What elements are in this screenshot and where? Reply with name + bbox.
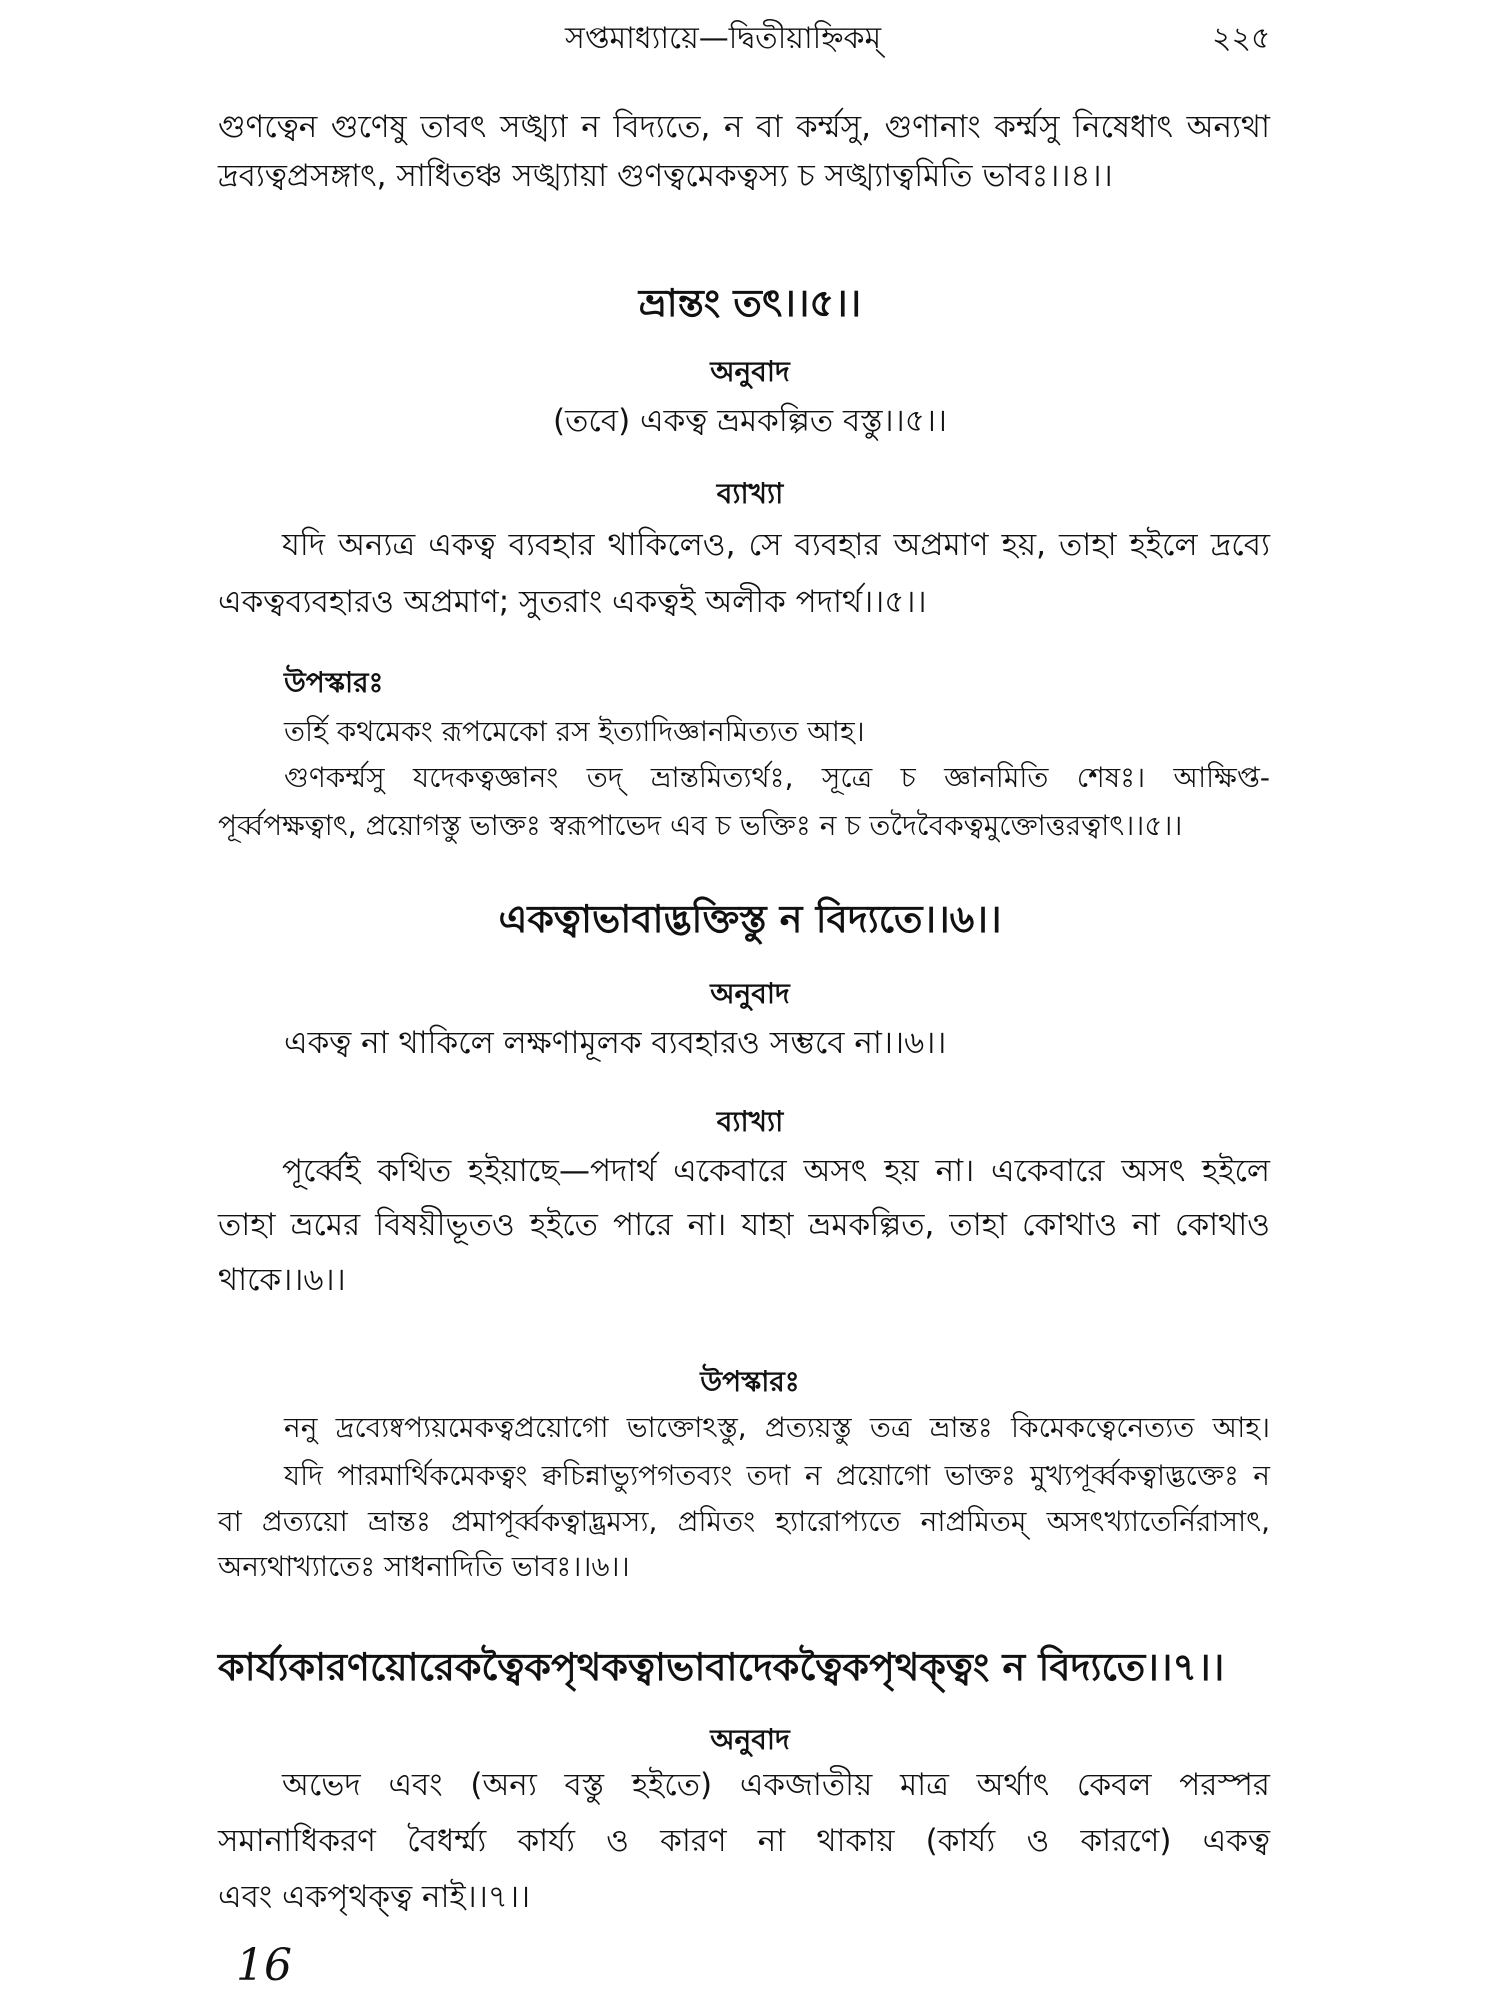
text-line: ননু দ্রব্যেষ্বপ্যয়মেকত্বপ্রয়োগো ভাক্তোঽস্তু, প্রত্যয়স্তু তত্র ভ্রান্তঃ কিমেকত্বেনেত্যত আহ। <box>284 1411 1270 1444</box>
text-line: গুণত্বেন গুণেষু তাবৎ সঙ্খ্যা ন বিদ্যতে, ন বা কর্ম্মসু, গুণানাং কর্ম্মসু নিষেধাৎ অন্যথা <box>218 109 1270 145</box>
running-title: সপ্তমাধ্যায়ে—দ্বিতীয়াহ্নিকম্ <box>565 21 882 56</box>
byakhya-label: ব্যাখ্যা <box>716 477 784 510</box>
text-line: অভেদ এবং (অন্য বস্তু হইতে) একজাতীয় মাত্র অর্থাৎ কেবল পরস্পর <box>282 1767 1270 1803</box>
anubad-label: অনুবাদ <box>710 355 790 388</box>
upaskar-label: উপস্কারঃ <box>284 666 384 699</box>
anubad-label: অনুবাদ <box>710 977 790 1010</box>
byakhya-label: ব্যাখ্যা <box>716 1105 784 1138</box>
text-line: যদি অন্যত্র একত্ব ব্যবহার থাকিলেও, সে ব্যবহার অপ্রমাণ হয়, তাহা হইলে দ্রব্যে <box>282 527 1270 563</box>
sutra-heading: ভ্রান্তং তৎ।।৫।। <box>638 281 862 325</box>
page-number: ২২৫ <box>1212 21 1271 56</box>
text-line: পূর্ব্বেই কথিত হইয়াছে—পদার্থ একেবারে অসৎ হয় না। একেবারে অসৎ হইলে <box>282 1153 1270 1189</box>
text-line: তাহা ভ্রমের বিষয়ীভূতও হইতে পারে না। যাহা ভ্রমকল্পিত, তাহা কোথাও না কোথাও <box>218 1207 1270 1243</box>
text-line: থাকে।।৬।। <box>218 1262 346 1298</box>
text-line: অন্যথাখ্যাতেঃ সাধনাদিতি ভাবঃ।।৬।। <box>218 1550 630 1583</box>
text-line: পূর্ব্বপক্ষত্বাৎ, প্রয়োগস্তু ভাক্তঃ স্বরূপাভেদ এব চ ভক্তিঃ ন চ তদৈবৈকত্বমুক্তোত্তরত্বাৎ।।৫।। <box>218 809 1183 842</box>
anubad-text: একত্ব না থাকিলে লক্ষণামূলক ব্যবহারও সম্ভবে না।।৬।। <box>284 1025 947 1061</box>
anubad-text: (তবে) একত্ব ভ্রমকল্পিত বস্তু।।৫।। <box>553 403 947 439</box>
sutra-heading: কার্য্যকারণয়োরেকত্বৈকপৃথকত্বাভাবাদেকত্বৈকপৃথক্ত্বং ন বিদ্যতে।।৭।। <box>218 1645 1225 1689</box>
text-line: যদি পারমার্থিকমেকত্বং ক্বচিন্নাভ্যুপগতব্যং তদা ন প্রয়োগো ভাক্তঃ মুখ্যপূর্ব্বকত্বাদ্ভক্তেঃ ন <box>284 1459 1270 1492</box>
text-line: এবং একপৃথক্ত্ব নাই।।৭।। <box>218 1879 531 1915</box>
anubad-label: অনুবাদ <box>710 1723 790 1756</box>
text-line: তর্হি কথমেকং রূপমেকো রস ইত্যাদিজ্ঞানমিত্যত আহ। <box>284 715 865 748</box>
text-line: বা প্রত্যয়ো ভ্রান্তঃ প্রমাপূর্ব্বকত্বাদ্ভ্রমস্য, প্রমিতং হ্যারোপ্যতে নাপ্রমিতম্ অসৎখ্যাতের্নিরাসাৎ, <box>218 1505 1270 1538</box>
sutra-heading: একত্বাভাবাদ্ভক্তিস্তু ন বিদ্যতে।।৬।। <box>498 897 1002 941</box>
text-line: সমানাধিকরণ বৈধর্ম্ম্য কার্য্য ও কারণ না থাকায় (কার্য্য ও কারণে) একত্ব <box>218 1823 1270 1859</box>
text-line: গুণকর্ম্মসু যদেকত্বজ্ঞানং তদ্ ভ্রান্তমিত্যর্থঃ, সূত্রে চ জ্ঞানমিতি শেষঃ। আক্ষিপ্ত- <box>284 761 1270 794</box>
upaskar-label: উপস্কারঃ <box>700 1365 800 1398</box>
text-line: দ্রব্যত্বপ্রসঙ্গাৎ, সাধিতঞ্চ সঙ্খ্যায়া গুণত্বমেকত্বস্য চ সঙ্খ্যাত্বমিতি ভাবঃ।।৪।। <box>218 158 1113 194</box>
handwritten-note: 16 <box>236 1940 292 1991</box>
text-line: একত্বব্যবহারও অপ্রমাণ; সুতরাং একত্বই অলীক পদার্থ।।৫।। <box>218 584 927 620</box>
